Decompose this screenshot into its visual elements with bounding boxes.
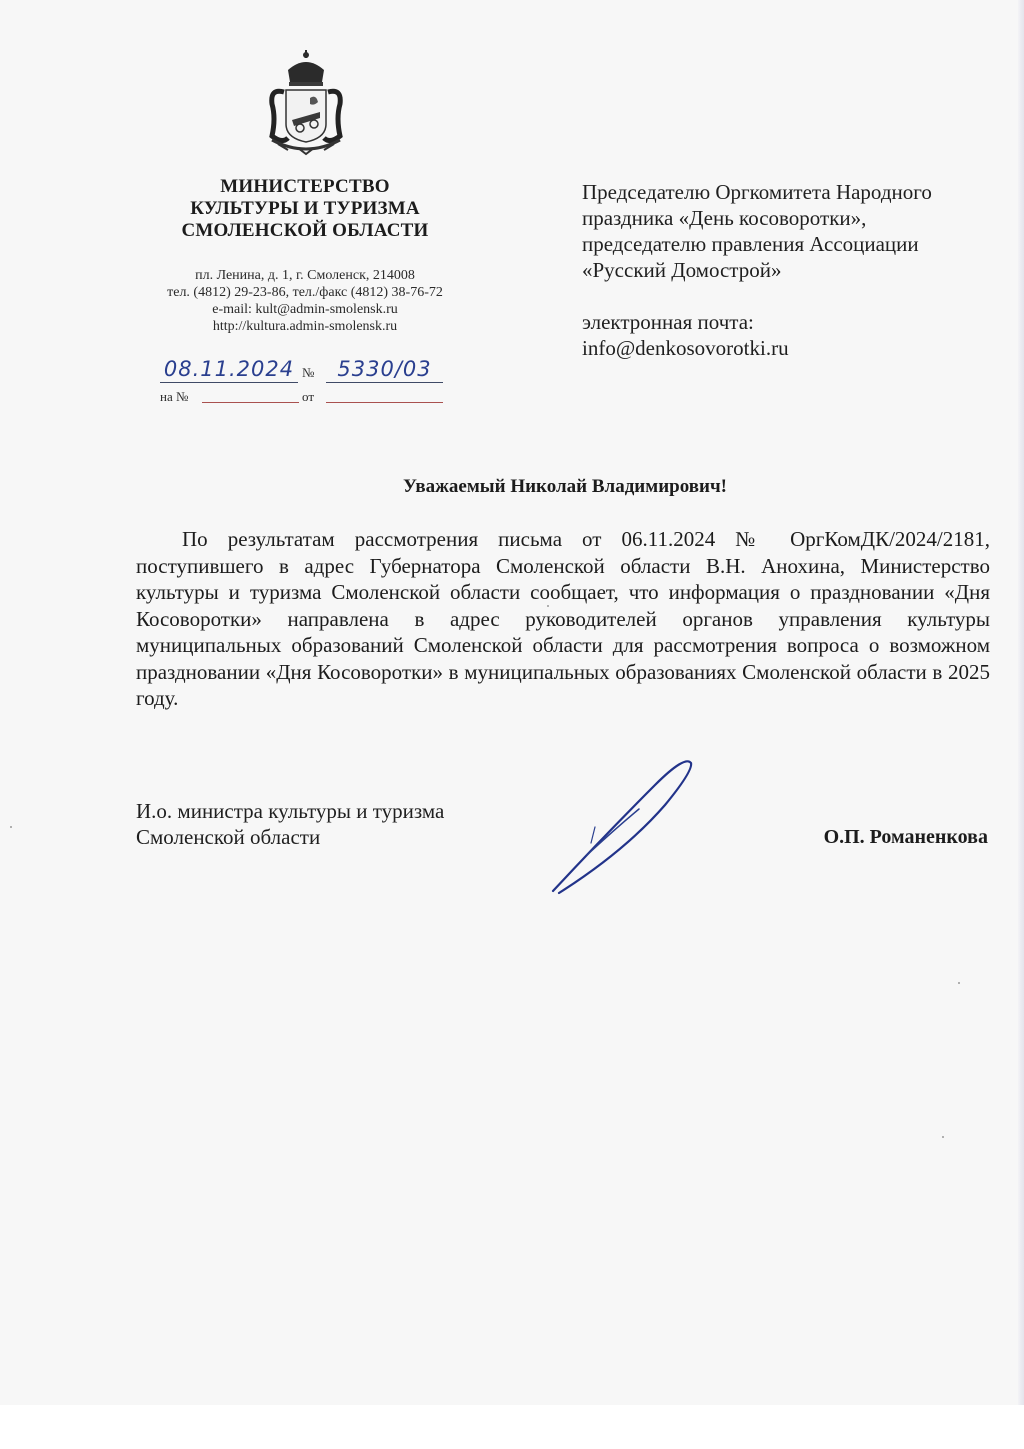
reference-number-label: на № [160,389,189,404]
spacer [582,283,1002,309]
organization-block [130,176,480,335]
signatory-name: О.П. Романенкова [823,826,988,848]
registration-date: 08.11.2024 [160,356,298,383]
scan-speck [547,605,549,607]
addressee-line: праздника «День косоворотки», [582,206,867,230]
org-name-line: СМОЛЕНСКОЙ ОБЛАСТИ [181,220,429,241]
signatory-title [136,798,444,850]
letter-body: По результатам рассмотрения письма от 06.11.2024 № ОргКомДК/2024/2181, поступившего в адрес Губернатора Смоленской области В.Н. Анохина, Министерство культуры и туризма Смоленской области сообщает, что информация о праздновании «Дня Косоворотки» направлена в адрес руководителей органов управления культуры муниципальных образований Смоленской области для рассмотрения вопроса о возможном праздновании «Дня Косоворотки» в муниципальных образованиях Смоленской области в 2025 году. [136,527,990,710]
scan-speck [958,982,960,984]
page-edge-shadow [1018,0,1024,1405]
reference-date-blank [326,402,443,403]
org-address: пл. Ленина, д. 1, г. Смоленск, 214008 [195,268,415,283]
registration-number-label: № [302,365,315,380]
addressee-block [582,179,1002,361]
org-phone: тел. (4812) 29-23-86, тел./факс (4812) 38-76-72 [167,285,443,300]
addressee-email: info@denkosovorotki.ru [582,336,789,360]
reference-date-label: от [302,389,315,404]
reference-number-blank [202,402,299,403]
org-name-line: КУЛЬТУРЫ И ТУРИЗМА [190,198,420,219]
org-email: e-mail: kult@admin-smolensk.ru [212,302,398,317]
registration-number: 5330/03 [326,356,443,383]
addressee-line: Председателю Оргкомитета Народного [582,180,932,204]
handwritten-signature-icon [545,755,705,897]
registration-line [150,356,450,406]
signatory-title-line: Смоленской области [136,825,321,849]
addressee-line: председателю правления Ассоциации [582,232,919,256]
scan-speck [942,1136,944,1138]
org-website: http://kultura.admin-smolensk.ru [212,319,398,334]
org-contacts [130,267,480,335]
salutation: Уважаемый Николай Владимирович! [403,476,727,497]
org-name-line: МИНИСТЕРСТВО [220,176,390,197]
signatory-title-line: И.о. министра культуры и туризма [136,799,445,823]
addressee-line: «Русский Домострой» [582,258,782,282]
scan-speck [10,826,12,828]
coat-of-arms-icon [258,48,354,156]
addressee-email-label: электронная почта: [582,310,754,334]
